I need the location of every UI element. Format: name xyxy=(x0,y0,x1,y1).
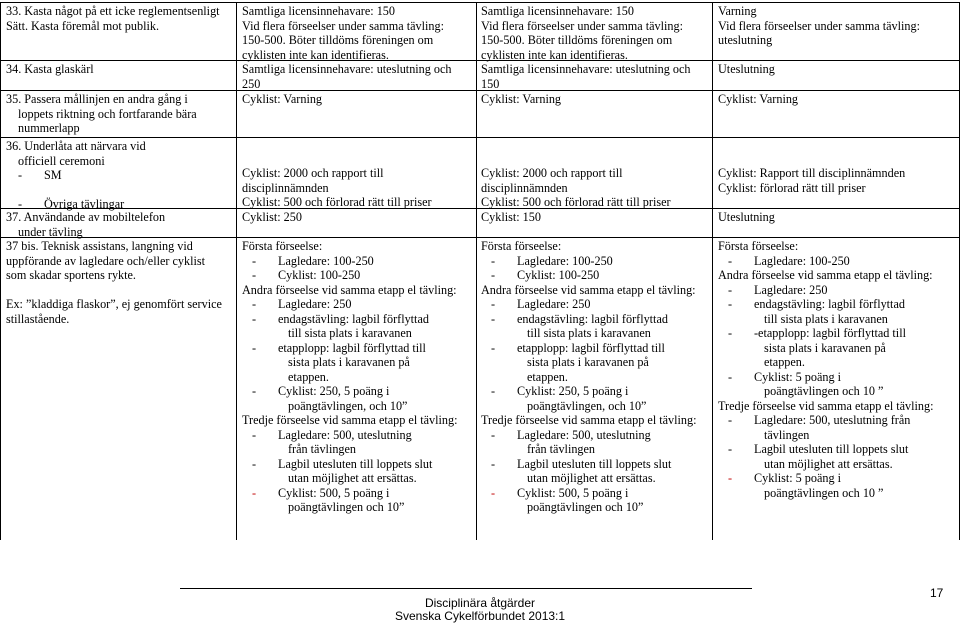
penalty-text: Cyklist: Varning xyxy=(481,92,562,106)
penalty-text: poängtävlingen, och 10” xyxy=(288,398,408,413)
penalty-text: poängtävlingen och 10 ” xyxy=(764,485,884,500)
list-text: Cyklist: 500, 5 poäng i xyxy=(278,485,390,500)
penalty-text xyxy=(252,486,389,501)
penalty-text: Samtliga licensinnehavare: 150 xyxy=(242,4,395,18)
list-text: Cyklist: 500, 5 poäng i xyxy=(517,485,629,500)
list-dash: - xyxy=(491,485,496,500)
rule-text: 36. Underlåta att närvara vid xyxy=(6,139,146,153)
penalty-text xyxy=(252,268,360,283)
list-dash: - xyxy=(491,340,496,355)
penalty-text: sista plats i karavanen på xyxy=(288,355,410,369)
list-dash: - xyxy=(728,442,733,456)
penalty-text: Andra förseelse vid samma etapp el tävling: xyxy=(242,282,457,297)
list-text: Lagledare: 500, uteslutning xyxy=(517,427,651,442)
penalty-text: Cyklist: 2000 och rapport till xyxy=(481,166,623,180)
rule-text: officiell ceremoni xyxy=(18,153,105,168)
penalty-text xyxy=(728,297,905,312)
penalty-text: Cyklist: 500 och förlorad rätt till priser xyxy=(481,195,671,209)
penalty-text xyxy=(491,254,613,269)
list-text: Lagbil utesluten till loppets slut xyxy=(278,456,433,471)
footer-org: Svenska Cykelförbundet 2013:1 xyxy=(394,609,566,623)
penalty-text xyxy=(728,283,827,298)
list-dash: - xyxy=(252,427,257,442)
list-text: endagstävling: lagbil förflyttad xyxy=(754,297,905,311)
penalty-text: poängtävlingen och 10” xyxy=(288,500,405,514)
penalty-text: Första förseelse: xyxy=(481,239,562,253)
list-dash: - xyxy=(728,369,733,384)
list-text: Lagbil utesluten till loppets slut xyxy=(517,456,672,471)
penalty-text: Cyklist: 250 xyxy=(242,210,302,224)
list-text: Lagledare: 500, uteslutning från xyxy=(754,413,911,427)
list-text: Lagbil utesluten till loppets slut xyxy=(754,442,909,456)
list-text: Cyklist: 250, 5 poäng i xyxy=(278,384,390,398)
penalty-text xyxy=(252,384,389,399)
list-text: Lagledare: 250 xyxy=(754,282,828,297)
list-dash: - xyxy=(491,427,496,442)
penalty-text: Samtliga licensinnehavare: uteslutning och xyxy=(481,62,691,76)
penalty-text: disciplinnämnden xyxy=(481,180,568,195)
penalty-text: Cyklist: Varning xyxy=(718,92,799,106)
penalty-text xyxy=(491,457,671,472)
row-rule xyxy=(0,60,960,61)
footer-rule xyxy=(180,588,752,589)
penalty-text xyxy=(491,384,628,399)
penalty-text: Cyklist: förlorad rätt till priser xyxy=(718,180,866,195)
footer-title: Disciplinära åtgärder xyxy=(424,596,536,610)
penalty-text: 150 xyxy=(481,76,500,91)
penalty-text: till sista plats i karavanen xyxy=(527,326,651,340)
rule-text: som skadar sportens rykte. xyxy=(6,268,136,282)
penalty-text: 150-500. Böter tilldöms föreningen om xyxy=(481,33,673,47)
penalty-text: till sista plats i karavanen xyxy=(764,311,888,326)
penalty-text: poängtävlingen, och 10” xyxy=(527,398,647,413)
penalty-text: 150-500. Böter tilldöms föreningen om xyxy=(242,33,434,47)
rule-text: Sätt. Kasta föremål mot publik. xyxy=(6,18,159,33)
penalty-text xyxy=(491,312,668,327)
penalty-text xyxy=(728,442,908,457)
list-text: Cyklist: 100-250 xyxy=(517,268,600,282)
penalty-text: etappen. xyxy=(527,369,568,384)
penalty-text: Första förseelse: xyxy=(718,239,799,253)
penalty-text: från tävlingen xyxy=(288,442,357,456)
penalty-text: Samtliga licensinnehavare: 150 xyxy=(481,4,634,18)
list-text: Lagledare: 250 xyxy=(278,297,352,311)
list-text: Lagledare: 500, uteslutning xyxy=(278,427,412,442)
penalty-text: Uteslutning xyxy=(718,62,775,76)
page-number: 17 xyxy=(930,586,944,600)
column-rule xyxy=(712,2,713,540)
penalty-text xyxy=(728,254,850,269)
penalty-text xyxy=(728,413,910,428)
rule-text xyxy=(18,168,62,183)
rule-text: 34. Kasta glaskärl xyxy=(6,62,94,76)
penalty-text: Uteslutning xyxy=(718,210,775,224)
rule-text: Ex: ”kladdiga flaskor”, ej genomfört service xyxy=(6,297,222,311)
list-dash: - xyxy=(491,268,496,282)
penalty-text: tävlingen xyxy=(764,427,810,442)
list-text: Cyklist: 250, 5 poäng i xyxy=(517,384,629,398)
penalty-text xyxy=(728,471,841,486)
penalty-text xyxy=(491,486,628,501)
list-dash: - xyxy=(252,384,257,398)
rule-text: stillastående. xyxy=(6,311,70,326)
rule-text: loppets riktning och fortfarande bära xyxy=(18,106,197,121)
list-text: SM xyxy=(44,168,62,182)
list-text: Lagledare: 100-250 xyxy=(517,253,613,268)
penalty-text: utan möjlighet att ersättas. xyxy=(764,456,893,471)
penalty-text: Cyklist: Varning xyxy=(242,92,323,106)
penalty-text: sista plats i karavanen på xyxy=(527,355,649,369)
row-rule xyxy=(0,137,960,138)
penalty-text xyxy=(491,297,590,312)
list-dash: - xyxy=(728,413,733,427)
penalty-text: Andra förseelse vid samma etapp el tävling: xyxy=(481,282,696,297)
list-dash: - xyxy=(728,253,733,268)
column-rule xyxy=(0,2,1,540)
penalty-text: etappen. xyxy=(288,369,329,384)
list-text: Lagledare: 100-250 xyxy=(278,253,374,268)
column-rule xyxy=(236,2,237,540)
list-dash: - xyxy=(491,297,496,311)
penalty-text: sista plats i karavanen på xyxy=(764,340,886,355)
list-dash: - xyxy=(728,297,733,311)
penalty-text: 250 xyxy=(242,76,261,91)
penalty-text xyxy=(252,341,426,356)
column-rule xyxy=(476,2,477,540)
penalty-text: Tredje förseelse vid samma etapp el tävling: xyxy=(481,413,697,427)
penalty-text: cyklisten inte kan identifieras. xyxy=(242,47,389,62)
list-text: endagstävling: lagbil förflyttad xyxy=(517,311,668,326)
list-text: Cyklist: 5 poäng i xyxy=(754,369,842,384)
rule-text: 33. Kasta något på ett icke reglementsenligt xyxy=(6,4,220,18)
penalty-text: poängtävlingen och 10” xyxy=(527,500,644,514)
list-text: Cyklist: 5 poäng i xyxy=(754,471,842,485)
penalty-text: Tredje förseelse vid samma etapp el tävling: xyxy=(242,413,458,427)
list-text: Cyklist: 100-250 xyxy=(278,268,361,282)
penalty-text: från tävlingen xyxy=(527,442,596,456)
list-dash: - xyxy=(18,168,23,182)
penalty-text xyxy=(252,297,351,312)
list-dash: - xyxy=(252,340,257,355)
penalty-text: Tredje förseelse vid samma etapp el tävling: xyxy=(718,398,934,413)
list-dash: - xyxy=(728,471,733,485)
list-text: Lagledare: 100-250 xyxy=(754,253,850,268)
list-dash: - xyxy=(252,268,257,282)
row-rule xyxy=(0,208,960,209)
list-dash: - xyxy=(728,326,733,340)
penalty-text: Cyklist: 150 xyxy=(481,210,541,224)
list-text: etapplopp: lagbil förflyttad till xyxy=(517,340,665,355)
penalty-text: etappen. xyxy=(764,355,805,369)
penalty-text: Första förseelse: xyxy=(242,239,323,253)
rule-text: 37. Användande av mobiltelefon xyxy=(6,210,166,224)
penalty-text: Varning xyxy=(718,4,757,18)
list-dash: - xyxy=(18,197,23,211)
list-dash: - xyxy=(252,311,257,326)
penalty-text: till sista plats i karavanen xyxy=(288,326,412,340)
penalty-text xyxy=(252,457,432,472)
list-dash: - xyxy=(491,311,496,326)
row-rule xyxy=(0,2,960,3)
list-text: -etapplopp: lagbil förflyttad till xyxy=(754,326,906,340)
list-text: etapplopp: lagbil förflyttad till xyxy=(278,340,426,355)
penalty-text xyxy=(252,254,374,269)
rule-text: 35. Passera mållinjen en andra gång i xyxy=(6,92,188,106)
list-dash: - xyxy=(252,456,257,471)
penalty-text: utan möjlighet att ersättas. xyxy=(288,471,417,485)
penalty-text: Cyklist: 500 och förlorad rätt till priser xyxy=(242,195,432,209)
penalty-text xyxy=(491,341,665,356)
penalty-text: Samtliga licensinnehavare: uteslutning och xyxy=(242,62,452,76)
list-dash: - xyxy=(252,253,257,268)
row-rule xyxy=(0,90,960,91)
rule-text: nummerlapp xyxy=(18,121,80,135)
rule-text: uppförande av lagledare och/eller cyklist xyxy=(6,253,205,268)
penalty-text: Vid flera förseelser under samma tävling: xyxy=(718,18,920,33)
penalty-text xyxy=(728,326,906,341)
penalty-text: Cyklist: 2000 och rapport till xyxy=(242,166,384,180)
penalty-text xyxy=(491,268,599,283)
penalty-text: Vid flera förseelser under samma tävling: xyxy=(481,18,683,33)
penalty-text xyxy=(728,370,841,385)
penalty-text: utan möjlighet att ersättas. xyxy=(527,471,656,485)
rule-text: under tävling xyxy=(18,224,83,239)
penalty-text: disciplinnämnden xyxy=(242,180,329,195)
list-text: Lagledare: 250 xyxy=(517,297,591,311)
penalty-text xyxy=(491,428,651,443)
penalty-text: Vid flera förseelser under samma tävling: xyxy=(242,18,444,33)
list-dash: - xyxy=(491,253,496,268)
penalty-text: uteslutning xyxy=(718,33,773,47)
list-dash: - xyxy=(491,456,496,471)
penalty-text xyxy=(252,312,429,327)
penalty-text: Andra förseelse vid samma etapp el tävling: xyxy=(718,268,933,282)
penalty-text: poängtävlingen och 10 ” xyxy=(764,384,884,398)
list-dash: - xyxy=(491,384,496,398)
penalty-text: cyklisten inte kan identifieras. xyxy=(481,47,628,62)
penalty-text: Cyklist: Rapport till disciplinnämnden xyxy=(718,166,906,180)
penalty-text xyxy=(252,428,412,443)
list-dash: - xyxy=(252,297,257,311)
row-rule xyxy=(0,237,960,238)
list-dash: - xyxy=(728,282,733,297)
list-text: endagstävling: lagbil förflyttad xyxy=(278,311,429,326)
list-dash: - xyxy=(252,485,257,500)
rule-text: 37 bis. Teknisk assistans, langning vid xyxy=(6,239,193,253)
list-text: Övriga tävlingar xyxy=(44,197,125,211)
